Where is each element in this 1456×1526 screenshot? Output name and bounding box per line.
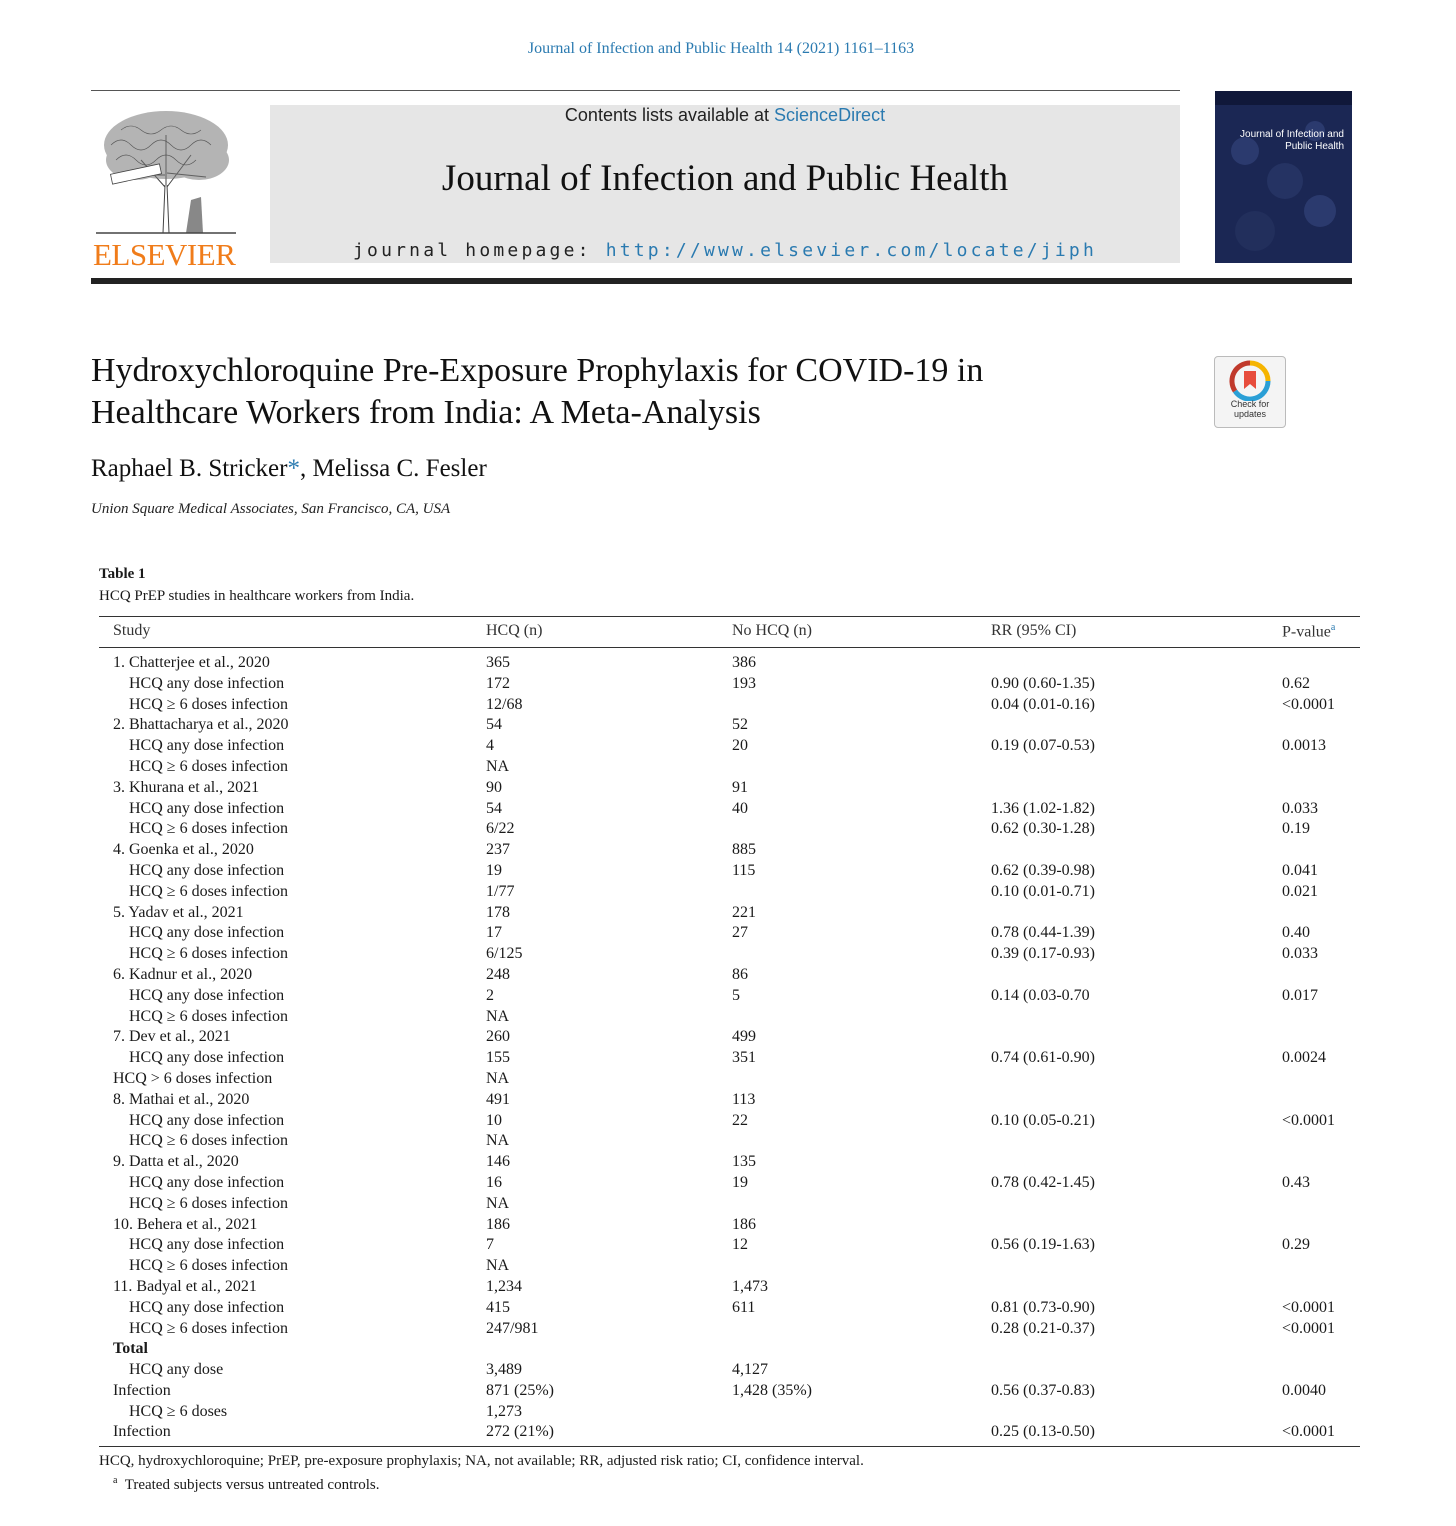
cell-no-hcq: 499 <box>732 1028 756 1046</box>
table-bottom-rule <box>99 1446 1360 1447</box>
cell-rr: 0.28 (0.21-0.37) <box>991 1319 1095 1337</box>
cell-no-hcq: 115 <box>732 861 756 879</box>
cover-title: Journal of Infection and Public Health <box>1240 129 1344 152</box>
crossmark-line-1: Check for <box>1230 399 1270 409</box>
cell-pvalue: 0.19 <box>1282 820 1310 838</box>
table-top-rule <box>99 616 1360 617</box>
cell-rr: 0.04 (0.01-0.16) <box>991 695 1095 713</box>
table-row <box>99 1299 1360 1320</box>
cell-hcq: NA <box>486 1132 510 1150</box>
table-row <box>99 696 1360 717</box>
cell-hcq: 4 <box>486 737 494 755</box>
corresponding-author-mark[interactable]: * <box>287 455 300 482</box>
journal-homepage <box>270 240 1180 261</box>
table-row <box>99 904 1360 925</box>
cell-study: 4. Goenka et al., 2020 <box>113 841 254 859</box>
cell-hcq: 248 <box>486 965 510 983</box>
cell-pvalue: 0.033 <box>1282 799 1318 817</box>
cell-no-hcq: 20 <box>732 737 748 755</box>
table-row <box>99 862 1360 883</box>
cell-study: HCQ any dose infection <box>129 799 285 817</box>
homepage-link[interactable]: http://www.elsevier.com/locate/jiph <box>605 240 1097 261</box>
cell-study: HCQ any dose infection <box>129 1236 285 1254</box>
cell-hcq: 415 <box>486 1298 510 1316</box>
contents-line <box>270 105 1180 126</box>
table-row <box>99 841 1360 862</box>
table-footnote-abbreviations: HCQ, hydroxychloroquine; PrEP, pre-exposure prophylaxis; NA, not available; RR, adjusted risk ratio; CI, confidence interval. <box>99 1453 864 1469</box>
affiliation: Union Square Medical Associates, San Francisco, CA, USA <box>91 501 451 517</box>
crossmark-line-2: updates <box>1233 409 1267 419</box>
cell-study: HCQ any dose infection <box>129 737 285 755</box>
cell-study: 7. Dev et al., 2021 <box>113 1028 231 1046</box>
table-row <box>99 779 1360 800</box>
table-row <box>99 1216 1360 1237</box>
crossmark-label <box>1215 399 1285 419</box>
cell-rr: 0.78 (0.42-1.45) <box>991 1173 1095 1191</box>
cell-no-hcq: 135 <box>732 1153 756 1171</box>
pvalue-label: P-value <box>1282 623 1331 641</box>
cell-no-hcq: 52 <box>732 716 748 734</box>
cell-pvalue: 0.033 <box>1282 945 1318 963</box>
cell-no-hcq: 86 <box>732 965 748 983</box>
journal-banner <box>270 105 1180 263</box>
cell-rr: 0.10 (0.05-0.21) <box>991 1111 1095 1129</box>
author-1[interactable]: Raphael B. Stricker <box>91 455 288 482</box>
cell-pvalue: 0.0040 <box>1282 1381 1326 1399</box>
cell-study: HCQ any dose infection <box>129 674 285 692</box>
cell-hcq: NA <box>486 757 510 775</box>
contents-prefix: Contents lists available at <box>564 105 775 125</box>
table-label: Table 1 <box>99 566 146 582</box>
cell-pvalue: <0.0001 <box>1282 1319 1336 1337</box>
cell-hcq: NA <box>486 1194 510 1212</box>
cell-pvalue: <0.0001 <box>1282 1423 1336 1441</box>
cell-study: HCQ any dose infection <box>129 986 285 1004</box>
cell-study: HCQ ≥ 6 doses <box>129 1402 228 1420</box>
cell-pvalue: <0.0001 <box>1282 1111 1336 1129</box>
table-row <box>99 1320 1360 1341</box>
cell-hcq: 146 <box>486 1153 510 1171</box>
sciencedirect-link[interactable]: ScienceDirect <box>774 105 886 125</box>
cell-study: 5. Yadav et al., 2021 <box>113 903 244 921</box>
column-header-rr: RR (95% CI) <box>991 622 1077 639</box>
table-row <box>99 800 1360 821</box>
cell-rr: 0.39 (0.17-0.93) <box>991 945 1095 963</box>
table-body <box>99 654 1360 1444</box>
cell-study: Infection <box>113 1423 171 1441</box>
cell-hcq: 10 <box>486 1111 502 1129</box>
cell-pvalue: <0.0001 <box>1282 695 1336 713</box>
cell-study: 8. Mathai et al., 2020 <box>113 1090 250 1108</box>
crossmark-icon <box>1215 357 1285 401</box>
article-title <box>91 350 1151 434</box>
cell-study: HCQ ≥ 6 doses infection <box>129 695 288 713</box>
cell-study: HCQ any dose infection <box>129 1111 285 1129</box>
cell-pvalue: 0.0013 <box>1282 737 1326 755</box>
cell-rr: 0.74 (0.61-0.90) <box>991 1049 1095 1067</box>
table-row <box>99 1008 1360 1029</box>
cell-hcq: 54 <box>486 799 502 817</box>
table-row <box>99 654 1360 675</box>
column-header-pvalue <box>1282 622 1335 641</box>
cell-rr: 0.62 (0.39-0.98) <box>991 861 1095 879</box>
cell-pvalue: 0.40 <box>1282 924 1310 942</box>
cell-no-hcq: 4,127 <box>732 1361 768 1379</box>
cell-pvalue: 0.0024 <box>1282 1049 1326 1067</box>
cell-no-hcq: 1,428 (35%) <box>732 1381 812 1399</box>
table-row <box>99 1236 1360 1257</box>
cell-study: HCQ ≥ 6 doses infection <box>129 1319 288 1337</box>
column-header-study: Study <box>113 622 151 639</box>
cell-rr: 0.19 (0.07-0.53) <box>991 737 1095 755</box>
cell-no-hcq: 40 <box>732 799 748 817</box>
cell-hcq: 19 <box>486 861 502 879</box>
cell-no-hcq: 186 <box>732 1215 756 1233</box>
table-row <box>99 716 1360 737</box>
cell-no-hcq: 91 <box>732 778 748 796</box>
cell-study: 11. Badyal et al., 2021 <box>113 1277 257 1295</box>
cell-hcq: 1,273 <box>486 1402 522 1420</box>
cell-rr: 0.81 (0.73-0.90) <box>991 1298 1095 1316</box>
cell-rr: 0.56 (0.37-0.83) <box>991 1381 1095 1399</box>
table-row <box>99 1361 1360 1382</box>
cell-hcq: 155 <box>486 1049 510 1067</box>
table-row <box>99 1132 1360 1153</box>
cell-hcq: 178 <box>486 903 510 921</box>
cell-no-hcq: 22 <box>732 1111 748 1129</box>
cell-pvalue: 0.041 <box>1282 861 1318 879</box>
cell-hcq: 272 (21%) <box>486 1423 554 1441</box>
cell-hcq: 17 <box>486 924 502 942</box>
cell-study: Total <box>113 1340 148 1358</box>
table-row <box>99 1340 1360 1361</box>
cell-hcq: 54 <box>486 716 502 734</box>
cell-no-hcq: 386 <box>732 654 756 671</box>
journal-title: Journal of Infection and Public Health <box>441 158 1009 199</box>
check-for-updates-button[interactable] <box>1214 356 1286 428</box>
table-row <box>99 945 1360 966</box>
cell-hcq: 186 <box>486 1215 510 1233</box>
table-row <box>99 820 1360 841</box>
table-row <box>99 1382 1360 1403</box>
cell-hcq: 1/77 <box>486 882 515 900</box>
cell-study: HCQ any dose infection <box>129 1049 285 1067</box>
authors <box>91 455 487 483</box>
cell-hcq: 3,489 <box>486 1361 522 1379</box>
cell-study: HCQ > 6 doses infection <box>113 1069 273 1087</box>
cell-pvalue: 0.017 <box>1282 986 1318 1004</box>
table-header-rule <box>99 647 1360 648</box>
cell-study: 2. Bhattacharya et al., 2020 <box>113 716 289 734</box>
cell-no-hcq: 611 <box>732 1298 756 1316</box>
table-header-row <box>99 622 1360 644</box>
cell-no-hcq: 193 <box>732 674 756 692</box>
cell-study: HCQ ≥ 6 doses infection <box>129 945 288 963</box>
cell-pvalue: 0.021 <box>1282 882 1318 900</box>
journal-cover-image[interactable] <box>1215 91 1352 263</box>
table-row <box>99 1195 1360 1216</box>
table-caption: HCQ PrEP studies in healthcare workers from India. <box>99 588 415 604</box>
cell-study: 10. Behera et al., 2021 <box>113 1215 258 1233</box>
cell-hcq: 6/125 <box>486 945 523 963</box>
cell-study: Infection <box>113 1381 171 1399</box>
cell-study: HCQ any dose infection <box>129 861 285 879</box>
cell-hcq: 871 (25%) <box>486 1381 554 1399</box>
column-header-hcq: HCQ (n) <box>486 622 543 639</box>
cell-hcq: 90 <box>486 778 502 796</box>
cell-hcq: 491 <box>486 1090 510 1108</box>
cell-hcq: 16 <box>486 1173 502 1191</box>
cell-no-hcq: 1,473 <box>732 1277 768 1295</box>
header-divider <box>91 278 1352 284</box>
cell-study: HCQ any dose infection <box>129 1298 285 1316</box>
table-row <box>99 924 1360 945</box>
cell-hcq: 172 <box>486 674 510 692</box>
pvalue-footnote-mark[interactable]: a <box>1330 622 1336 633</box>
cell-study: HCQ ≥ 6 doses infection <box>129 1194 288 1212</box>
cell-hcq: 1,234 <box>486 1277 522 1295</box>
header-rule <box>91 90 1180 91</box>
table-row <box>99 1091 1360 1112</box>
table-row <box>99 1278 1360 1299</box>
table-row <box>99 675 1360 696</box>
cell-study: HCQ ≥ 6 doses infection <box>129 1007 288 1025</box>
cell-rr: 0.25 (0.13-0.50) <box>991 1423 1095 1441</box>
cell-study: HCQ ≥ 6 doses infection <box>129 820 288 838</box>
title-line-1: Hydroxychloroquine Pre-Exposure Prophylaxis for COVID-19 in <box>91 352 984 389</box>
table-footnote-a <box>113 1475 380 1494</box>
cell-hcq: NA <box>486 1257 510 1275</box>
cell-study: 1. Chatterjee et al., 2020 <box>113 654 270 671</box>
elsevier-wordmark: ELSEVIER <box>93 237 236 272</box>
cell-hcq: 260 <box>486 1028 510 1046</box>
cell-study: 9. Datta et al., 2020 <box>113 1153 239 1171</box>
cell-hcq: 12/68 <box>486 695 523 713</box>
cell-hcq: NA <box>486 1069 510 1087</box>
cell-rr: 0.78 (0.44-1.39) <box>991 924 1095 942</box>
cell-study: HCQ any dose infection <box>129 1173 285 1191</box>
cell-no-hcq: 351 <box>732 1049 756 1067</box>
cell-pvalue: 0.29 <box>1282 1236 1310 1254</box>
table-row <box>99 737 1360 758</box>
cell-no-hcq: 27 <box>732 924 748 942</box>
cell-rr: 0.14 (0.03-0.70 <box>991 986 1090 1004</box>
cell-no-hcq: 12 <box>732 1236 748 1254</box>
footnote-a-text: Treated subjects versus untreated controls. <box>124 1477 380 1493</box>
cell-hcq: 237 <box>486 841 510 859</box>
homepage-prefix: journal homepage: <box>353 240 606 261</box>
cell-study: HCQ ≥ 6 doses infection <box>129 882 288 900</box>
cell-pvalue: <0.0001 <box>1282 1298 1336 1316</box>
cell-hcq: NA <box>486 1007 510 1025</box>
cell-no-hcq: 885 <box>732 841 756 859</box>
cell-pvalue: 0.62 <box>1282 674 1310 692</box>
author-2[interactable]: , Melissa C. Fesler <box>299 455 487 482</box>
table-row <box>99 1153 1360 1174</box>
cell-study: 6. Kadnur et al., 2020 <box>113 965 253 983</box>
title-line-2: Healthcare Workers from India: A Meta-Analysis <box>91 394 761 431</box>
table-row <box>99 883 1360 904</box>
table-row <box>99 966 1360 987</box>
table-row <box>99 1112 1360 1133</box>
table-row <box>99 1070 1360 1091</box>
cell-rr: 0.62 (0.30-1.28) <box>991 820 1095 838</box>
journal-citation[interactable]: Journal of Infection and Public Health 14 (2021) 1161–1163 <box>527 40 915 57</box>
cell-hcq: 365 <box>486 654 510 671</box>
table-row <box>99 987 1360 1008</box>
cell-rr: 0.10 (0.01-0.71) <box>991 882 1095 900</box>
cell-hcq: 7 <box>486 1236 494 1254</box>
cell-study: HCQ ≥ 6 doses infection <box>129 1257 288 1275</box>
table-row <box>99 1257 1360 1278</box>
cell-study: HCQ ≥ 6 doses infection <box>129 1132 288 1150</box>
cell-no-hcq: 19 <box>732 1173 748 1191</box>
cell-pvalue: 0.43 <box>1282 1173 1310 1191</box>
cell-rr: 0.56 (0.19-1.63) <box>991 1236 1095 1254</box>
table-row <box>99 758 1360 779</box>
cell-no-hcq: 221 <box>732 903 756 921</box>
cell-hcq: 6/22 <box>486 820 515 838</box>
cell-study: HCQ any dose <box>129 1361 224 1379</box>
table-row <box>99 1423 1360 1444</box>
cell-study: 3. Khurana et al., 2021 <box>113 778 260 796</box>
cell-study: HCQ any dose infection <box>129 924 285 942</box>
table-row <box>99 1174 1360 1195</box>
cell-hcq: 2 <box>486 986 494 1004</box>
cell-study: HCQ ≥ 6 doses infection <box>129 757 288 775</box>
cell-no-hcq: 5 <box>732 986 740 1004</box>
table-row <box>99 1049 1360 1070</box>
footnote-a-mark: a <box>113 1475 118 1486</box>
table-row <box>99 1403 1360 1424</box>
cell-hcq: 247/981 <box>486 1319 539 1337</box>
cell-no-hcq: 113 <box>732 1090 756 1108</box>
column-header-no-hcq: No HCQ (n) <box>732 622 812 639</box>
cell-rr: 0.90 (0.60-1.35) <box>991 674 1095 692</box>
cell-rr: 1.36 (1.02-1.82) <box>991 799 1095 817</box>
table-row <box>99 1028 1360 1049</box>
